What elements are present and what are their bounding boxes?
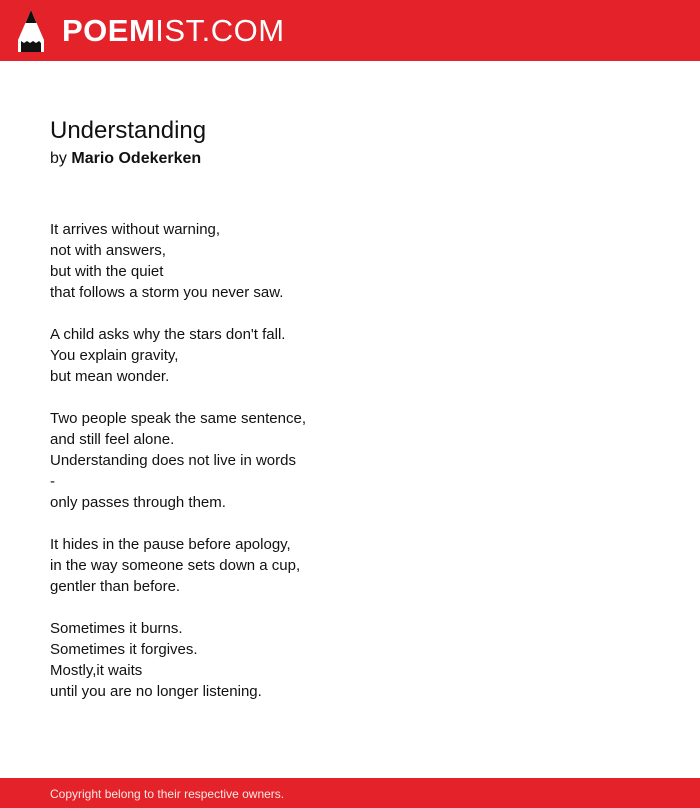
byline — [50, 149, 650, 169]
poem-line: Mostly,it waits — [50, 662, 143, 679]
poem-line: Sometimes it forgives. — [50, 641, 198, 658]
poem-line: and still feel alone. — [50, 431, 175, 448]
poem-line: It hides in the pause before apology, — [50, 536, 291, 553]
site-header — [0, 0, 700, 61]
poem-line: - — [50, 473, 55, 490]
poem-content — [50, 116, 650, 723]
poem-line: A child asks why the stars don't fall. — [50, 326, 286, 343]
poem-line: You explain gravity, — [50, 347, 179, 364]
poem-line: in the way someone sets down a cup, — [50, 557, 301, 574]
stanza — [50, 219, 650, 303]
stanza — [50, 534, 650, 597]
author-name: Mario Odekerken — [71, 150, 202, 167]
stanza — [50, 324, 650, 387]
pencil-icon[interactable] — [18, 10, 44, 52]
logo-light-text: IST.COM — [155, 13, 285, 48]
poem-line: but mean wonder. — [50, 368, 170, 385]
poem-line: until you are no longer listening. — [50, 683, 262, 700]
poem-title: Understanding — [50, 117, 207, 144]
stanza — [50, 618, 650, 702]
poem-line: Understanding does not live in words — [50, 452, 296, 469]
poem-line: gentler than before. — [50, 578, 181, 595]
poem-body — [50, 219, 650, 702]
poem-line: Two people speak the same sentence, — [50, 410, 306, 427]
poem-line: only passes through them. — [50, 494, 226, 511]
site-footer — [0, 778, 700, 808]
poem-line: but with the quiet — [50, 263, 164, 280]
poem-line: Sometimes it burns. — [50, 620, 183, 637]
poem-line: It arrives without warning, — [50, 221, 221, 238]
poem-line: not with answers, — [50, 242, 166, 259]
site-logo[interactable] — [62, 13, 285, 49]
by-label: by — [50, 150, 67, 167]
logo-bold-text: POEM — [62, 13, 156, 48]
stanza — [50, 408, 650, 513]
copyright-text: Copyright belong to their respective owners. — [50, 787, 285, 801]
poem-line: that follows a storm you never saw. — [50, 284, 284, 301]
